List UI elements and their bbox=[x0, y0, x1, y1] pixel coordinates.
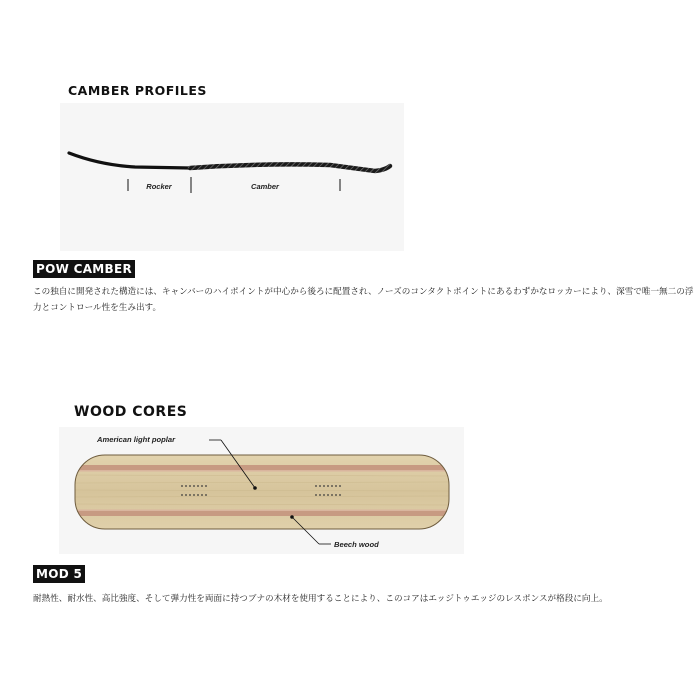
camber-label: Camber bbox=[251, 182, 279, 191]
camber-description-line-1: この独自に開発された構造には、キャンバーのハイポイントが中心から後ろに配置され、ノーズのコンタクトポイントにあるわずかなロッカーにより、深雪で唯一無二の浮 bbox=[33, 286, 694, 296]
wood-description: 耐熱性、耐水性、高比強度、そして弾力性を両面に持つブナの木材を使用することにより、このコアはエッジトゥエッジのレスポンスが格段に向上。 bbox=[33, 593, 608, 603]
wood-core-diagram bbox=[59, 427, 464, 554]
beech-stringer-bottom bbox=[75, 511, 449, 516]
camber-description-line-2: 力とコントロール性を生み出す。 bbox=[33, 302, 162, 312]
beech-callout-label: Beech wood bbox=[334, 540, 379, 549]
camber-description bbox=[33, 283, 694, 315]
beech-callout-dot bbox=[290, 515, 294, 519]
beech-stringer-top bbox=[75, 465, 449, 470]
board-profile-rocker bbox=[69, 153, 190, 168]
snowboard-core bbox=[75, 455, 449, 529]
camber-diagram-panel bbox=[60, 103, 404, 251]
poplar-callout-label: American light poplar bbox=[97, 435, 176, 444]
camber-profiles-title: CAMBER PROFILES bbox=[68, 83, 207, 98]
pow-camber-tag: POW CAMBER bbox=[33, 260, 135, 278]
board-profile-camber bbox=[190, 164, 390, 171]
wood-core-diagram-panel bbox=[59, 427, 464, 554]
mod5-tag: MOD 5 bbox=[33, 565, 85, 583]
poplar-callout-dot bbox=[253, 486, 257, 490]
wood-cores-title: WOOD CORES bbox=[74, 404, 188, 420]
camber-profile-diagram bbox=[60, 103, 404, 251]
rocker-label: Rocker bbox=[146, 182, 172, 191]
